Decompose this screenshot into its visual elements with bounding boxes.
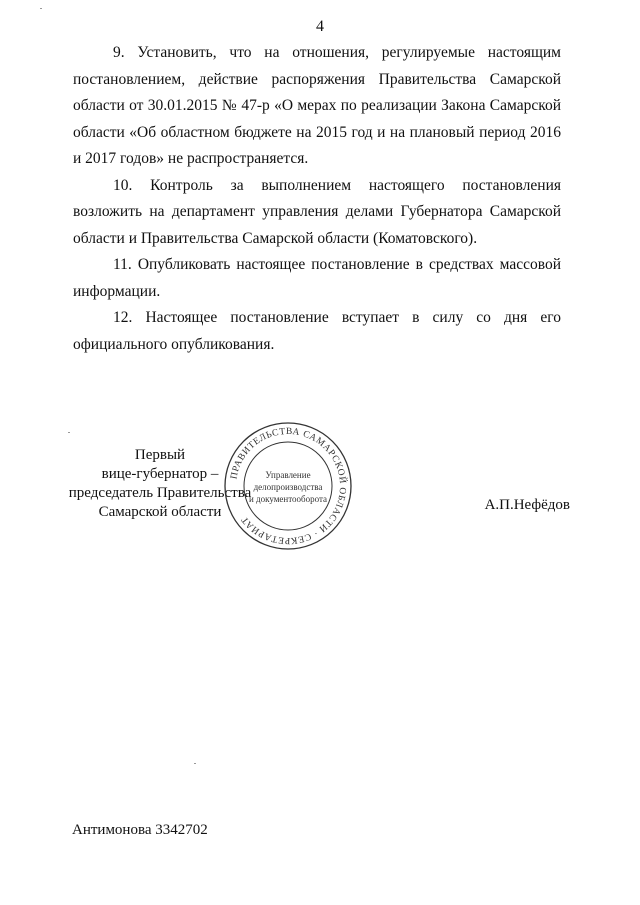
official-seal-stamp bbox=[222, 420, 354, 552]
seal-ring-text: ПРАВИТЕЛЬСТВА САМАРСКОЙ ОБЛАСТИ · СЕКРЕТАРИАТ bbox=[229, 426, 348, 546]
paragraph-12: 12. Настоящее постановление вступает в силу со дня его официального опубликования. bbox=[73, 309, 561, 353]
seal-center-line-2: делопроизводства bbox=[253, 482, 323, 492]
page-number: 4 bbox=[316, 18, 324, 35]
paragraph-9: 9. Установить, что на отношения, регулируемые настоящим постановлением, действие распоряжения Правительства Самарской области от 30.01.2015 № 47-р «О мерах по реализации Закона Самарской области «Об областном бюджете на 2015 год и на плановый период 2016 и 2017 годов» не распространяется. bbox=[73, 44, 561, 167]
paragraph-11: 11. Опубликовать настоящее постановление в средствах массовой информации. bbox=[73, 256, 561, 300]
seal-center-line-3: и документооборота bbox=[248, 494, 328, 504]
signatory-line-1: Первый bbox=[134, 447, 186, 463]
paragraph-10: 10. Контроль за выполнением настоящего постановления возложить на департамент управления делами Губернатора Самарской области и Правительства Самарской области (Коматовского). bbox=[73, 176, 561, 247]
signatory-line-2: вице-губернатор – bbox=[101, 466, 219, 482]
scan-speck bbox=[40, 8, 42, 9]
signatory-name: А.П.Нефёдов bbox=[484, 497, 570, 513]
scan-speck bbox=[68, 432, 70, 433]
document-body bbox=[73, 40, 561, 358]
seal-center-line-1: Управление bbox=[265, 470, 311, 480]
scan-speck bbox=[194, 763, 196, 764]
executor-contact: Антимонова 3342702 bbox=[72, 822, 208, 838]
signatory-line-3: председатель Правительства bbox=[68, 485, 252, 501]
signatory-line-4: Самарской области bbox=[98, 504, 222, 520]
